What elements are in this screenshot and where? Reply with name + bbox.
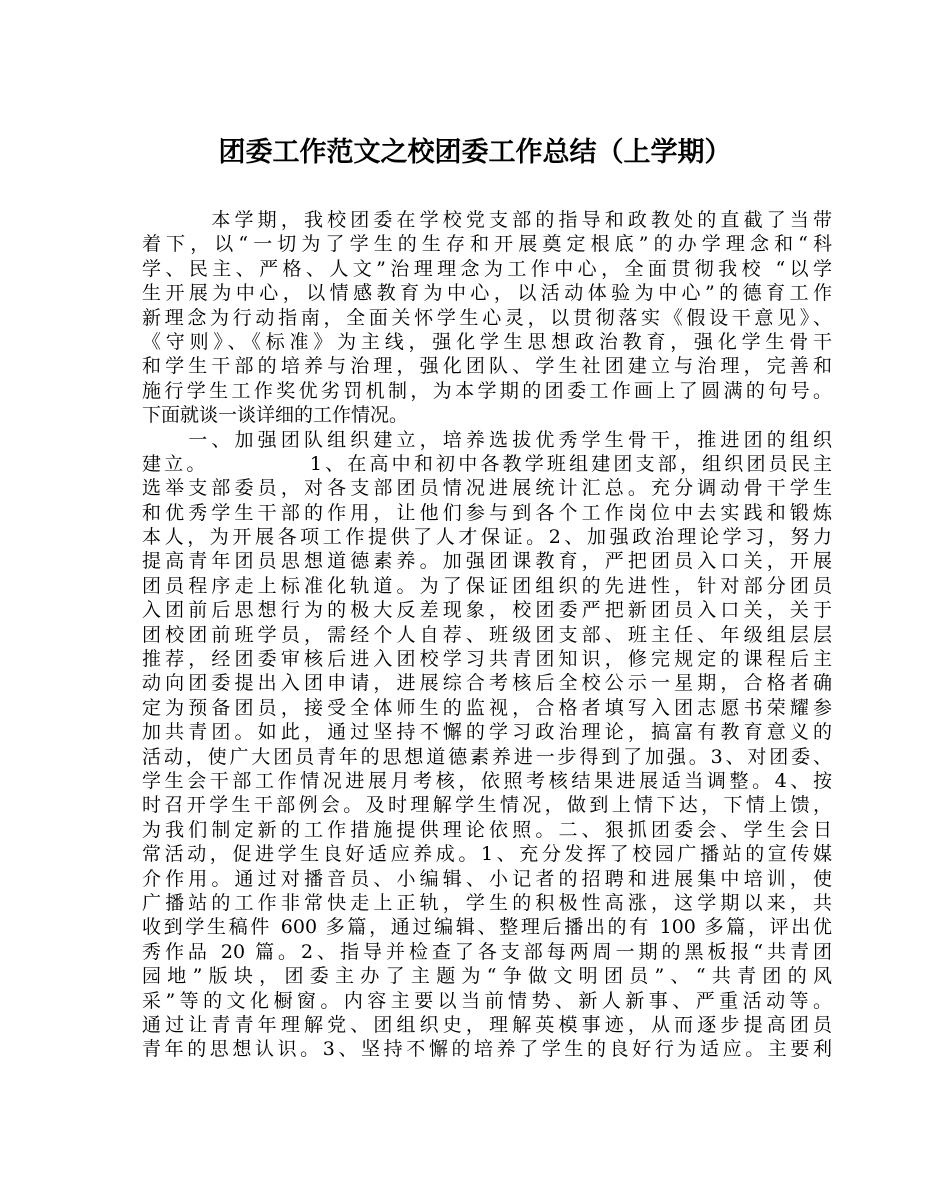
- body-line: 采”等的文化橱窗。内容主要以当前情势、新人新事、严重活动等。: [142, 989, 832, 1012]
- body-line: 本人，为开展各项工作提供了人才保证。2、加强政治理论学习，努力: [142, 526, 832, 549]
- document-title: 团委工作范文之校团委工作总结（上学期）: [218, 137, 732, 168]
- body-line: 着下，以“一切为了学生的生存和开展奠定根底”的办学理念和“科: [142, 233, 832, 256]
- body-line: 新理念为行动指南，全面关怀学生心灵，以贯彻落实《假设干意见》、: [142, 306, 832, 329]
- body-line: 入团前后思想行为的极大反差现象，校团委严把新团员入口关，关于: [142, 599, 832, 622]
- body-line: 生开展为中心，以情感教育为中心，以活动体验为中心”的德育工作: [142, 282, 832, 305]
- body-line: 学生会干部工作情况进展月考核，依照考核结果进展适当调整。4、按: [142, 769, 832, 792]
- body-line: 团校团前班学员，需经个人自荐、班级团支部、班主任、年级组层层: [142, 623, 832, 646]
- body-line: 学、民主、严格、人文”治理理念为工作中心，全面贯彻我校 “以学: [142, 257, 832, 280]
- body-line: 常活动，促进学生良好适应养成。1、充分发挥了校园广播站的宣传媒: [142, 843, 832, 866]
- body-line: 青年的思想认识。3、坚持不懈的培养了学生的良好行为适应。主要利: [142, 1038, 832, 1061]
- body-line: 收到学生稿件 600 多篇，通过编辑、整理后播出的有 100 多篇，评出优: [142, 916, 832, 939]
- body-line: 施行学生工作奖优劣罚机制，为本学期的团委工作画上了圆满的句号。: [142, 379, 832, 402]
- body-line: 和学生干部的培养与治理，强化团队、学生社团建立与治理，完善和: [142, 355, 832, 378]
- body-line: 加共青团。如此，通过坚持不懈的学习政治理论，搞富有教育意义的: [142, 721, 832, 744]
- body-line: 选举支部委员，对各支部团员情况进展统计汇总。充分调动骨干学生: [142, 477, 832, 500]
- body-line: 《守则》、《标准》为主线，强化学生思想政治教育，强化学生骨干: [142, 330, 832, 353]
- body-line: 秀作品 20 篇。2、指导并检查了各支部每两周一期的黑板报“共青团: [142, 940, 832, 963]
- body-line: 为我们制定新的工作措施提供理论依照。二、狠抓团委会、学生会日: [142, 818, 832, 841]
- body-line: 园地”版块，团委主办了主题为“争做文明团员”、“共青团的风: [142, 965, 832, 988]
- body-line: 活动，使广大团员青年的思想道德素养进一步得到了加强。3、对团委、: [142, 745, 832, 768]
- body-line: 和优秀学生干部的作用，让他们参与到各个工作岗位中去实践和锻炼: [142, 501, 832, 524]
- body-line: 介作用。通过对播音员、小编辑、小记者的招聘和进展集中培训，使: [142, 867, 832, 890]
- body-line: 一、加强团队组织建立，培养选拔优秀学生骨干，推进团的组织: [142, 428, 832, 451]
- body-line: 动向团委提出入团申请，进展综合考核后全校公示一星期，合格者确: [142, 672, 832, 695]
- body-line: 定为预备团员，接受全体师生的监视，合格者填写入团志愿书荣耀参: [142, 696, 832, 719]
- document-body: [142, 208, 832, 1062]
- body-line: 时召开学生干部例会。及时理解学生情况，做到上情下达，下情上馈，: [142, 794, 832, 817]
- body-line: 本学期，我校团委在学校党支部的指导和政教处的直截了当带: [142, 209, 832, 231]
- body-line: 团员程序走上标准化轨道。为了保证团组织的先进性，针对部分团员: [142, 574, 832, 597]
- body-line: 建立。 1、在高中和初中各教学班组建团支部，组织团员民主: [142, 452, 832, 475]
- body-line: 提高青年团员思想道德素养。加强团课教育，严把团员入口关，开展: [142, 550, 832, 573]
- body-line: 通过让青青年理解党、团组织史，理解英模事迹，从而逐步提高团员: [142, 1013, 832, 1036]
- body-line: 推荐，经团委审核后进入团校学习共青团知识，修完规定的课程后主: [142, 648, 832, 671]
- body-line: 广播站的工作非常快走上正轨，学生的积极性高涨，这学期以来，共: [142, 891, 832, 914]
- body-line: 下面就谈一谈详细的工作情况。: [142, 404, 409, 427]
